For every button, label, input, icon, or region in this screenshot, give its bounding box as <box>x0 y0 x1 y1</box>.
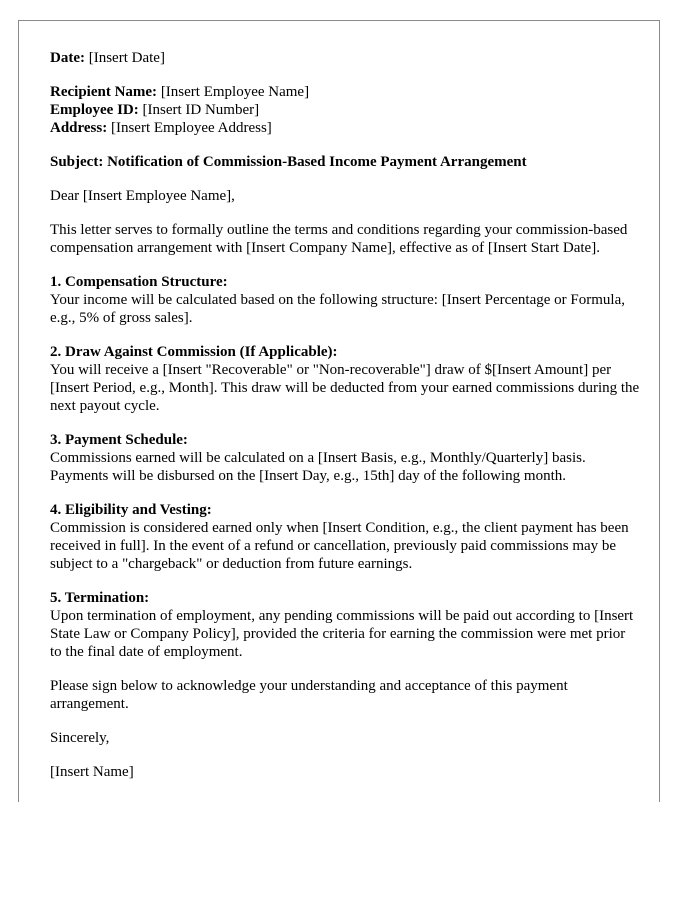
section-body: Commission is considered earned only when [Insert Condition, e.g., the client payment has been received in full]. In the event of a refund or cancellation, previously paid commissions may be subject to a "chargeback" or deduction from future earnings. <box>50 520 629 572</box>
employee-id-label: Employee ID: <box>50 102 139 118</box>
intro-paragraph: This letter serves to formally outline the terms and conditions regarding your commission-based compensation arrangement with [Insert Company Name], effective as of [Insert Start Date]. <box>50 222 628 256</box>
recipient-line <box>50 83 640 101</box>
closing: Sincerely, <box>50 730 110 746</box>
employee-id-line <box>50 101 640 119</box>
recipient-label: Recipient Name: <box>50 84 158 100</box>
date-value: [Insert Date] <box>88 50 165 66</box>
section-heading: 1. Compensation Structure: <box>50 274 228 290</box>
section-body: You will receive a [Insert "Recoverable" or "Non-recoverable"] draw of $[Insert Amount] per [Insert Period, e.g., Month]. This draw will be deducted from your earned commissions during the next payout cycle. <box>50 362 640 414</box>
section-body: Commissions earned will be calculated on a [Insert Basis, e.g., Monthly/Quarterly] basis. Payments will be disbursed on the [Insert Day, e.g., 15th] day of the following month. <box>50 450 586 484</box>
section-draw-against-commission <box>50 343 640 415</box>
section-heading: 4. Eligibility and Vesting: <box>50 502 212 518</box>
section-compensation-structure <box>50 273 640 327</box>
section-body: Upon termination of employment, any pending commissions will be paid out according to [Insert State Law or Company Policy], provided the criteria for earning the commission were met prior to the final date of employment. <box>50 608 634 660</box>
address-line <box>50 119 640 137</box>
address-label: Address: <box>50 120 108 136</box>
signature-name: [Insert Name] <box>50 764 134 780</box>
address-value: [Insert Employee Address] <box>110 120 272 136</box>
letter-page <box>18 20 660 802</box>
section-heading: 5. Termination: <box>50 590 150 606</box>
section-body: Your income will be calculated based on the following structure: [Insert Percentage or Formula, e.g., 5% of gross sales]. <box>50 292 625 326</box>
section-termination <box>50 589 640 661</box>
section-payment-schedule <box>50 431 640 485</box>
subject-text: Subject: Notification of Commission-Based Income Payment Arrangement <box>50 154 527 170</box>
salutation: Dear [Insert Employee Name], <box>50 188 235 204</box>
subject-line <box>50 153 640 171</box>
section-eligibility-vesting <box>50 501 640 573</box>
date-line <box>50 49 640 67</box>
date-label: Date: <box>50 50 85 66</box>
employee-id-value: [Insert ID Number] <box>142 102 260 118</box>
section-heading: 3. Payment Schedule: <box>50 432 188 448</box>
acknowledgment-paragraph: Please sign below to acknowledge your understanding and acceptance of this payment arrangement. <box>50 678 568 712</box>
letter-content <box>50 49 640 797</box>
recipient-value: [Insert Employee Name] <box>160 84 310 100</box>
recipient-block <box>50 83 640 137</box>
section-heading: 2. Draw Against Commission (If Applicable): <box>50 344 338 360</box>
